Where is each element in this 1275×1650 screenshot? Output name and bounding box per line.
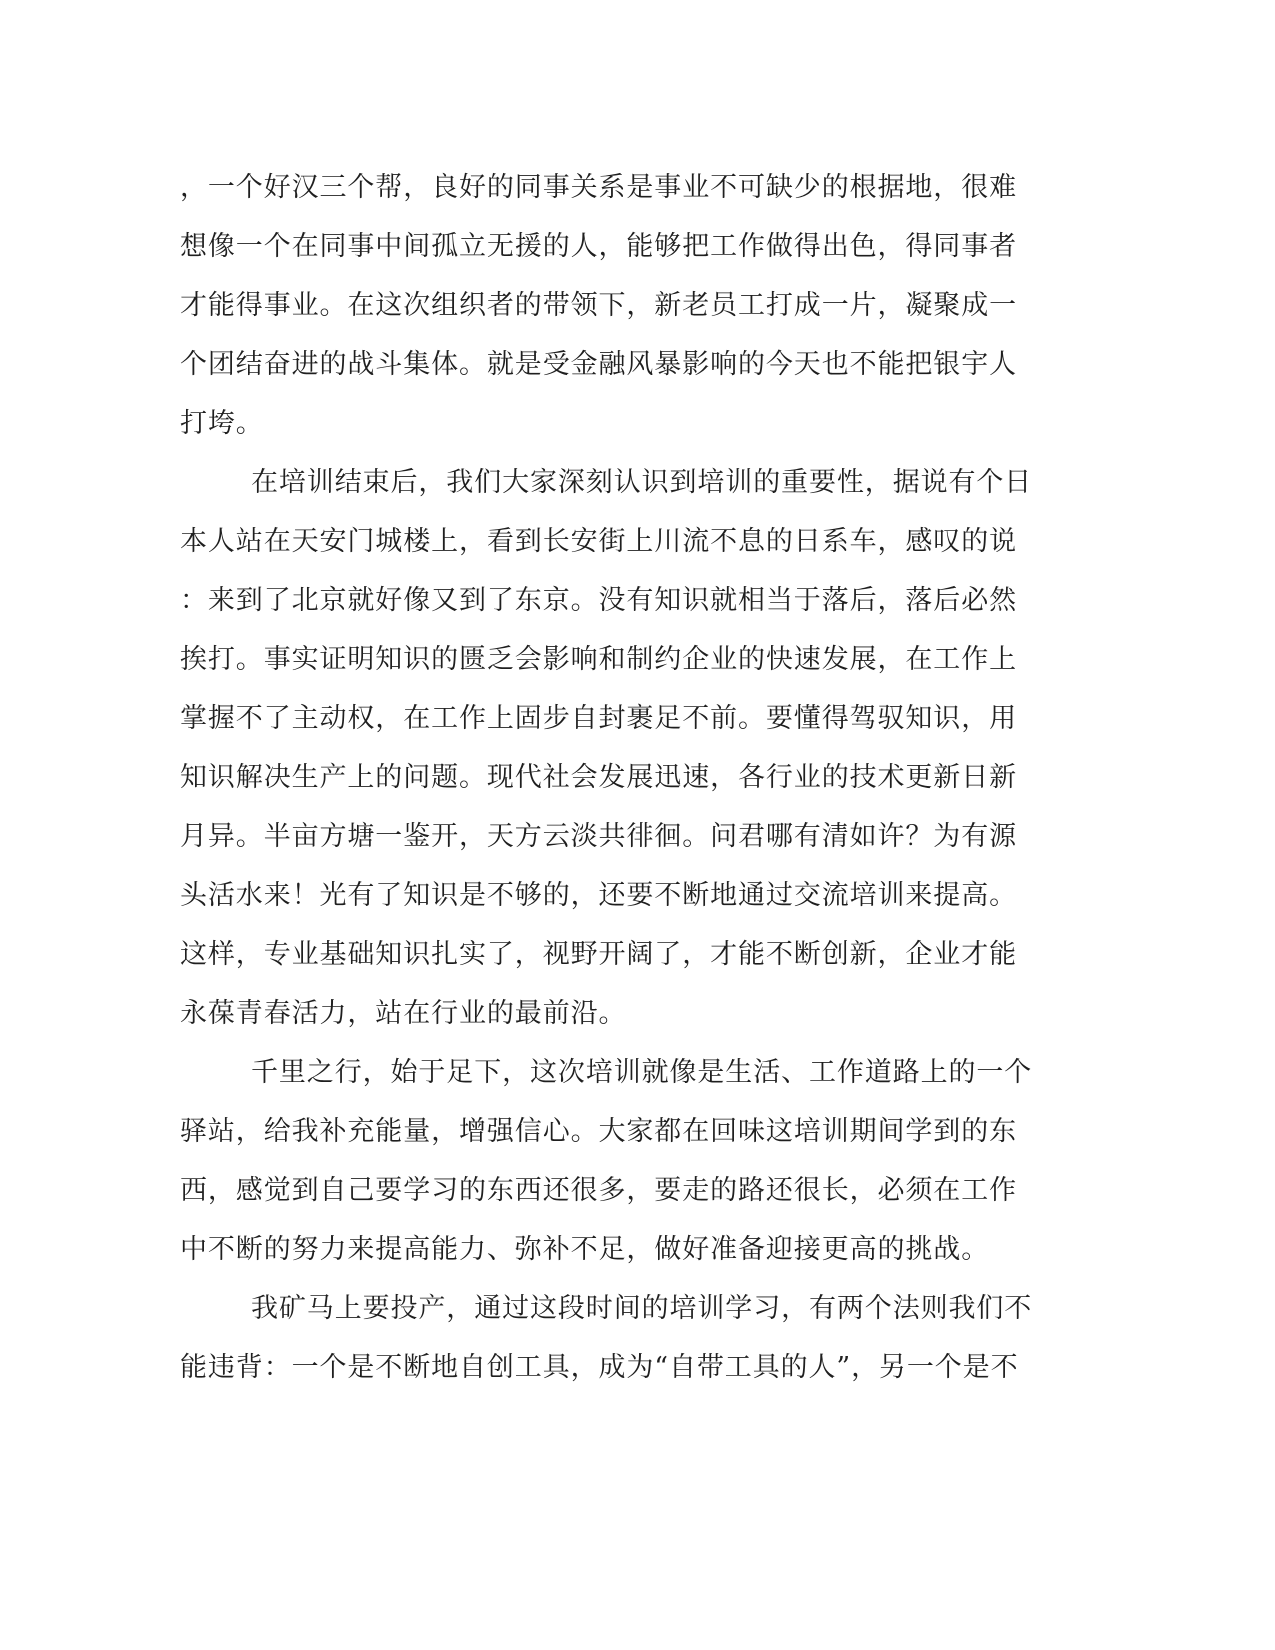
text-line: 永葆青春活力，站在行业的最前沿。 (180, 998, 627, 1029)
body-text (180, 158, 1033, 1397)
text-line: 月异。半亩方塘一鉴开，天方云淡共徘徊。问君哪有清如许？为有源 (180, 821, 1017, 852)
text-line: ：来到了北京就好像又到了东京。没有知识就相当于落后，落后必然 (180, 585, 1017, 616)
text-line: 头活水来！光有了知识是不够的，还要不断地通过交流培训来提高。 (180, 880, 1017, 911)
text-line: 千里之行，始于足下，这次培训就像是生活、工作道路上的一个 (251, 1057, 1033, 1088)
text-line: 个团结奋进的战斗集体。就是受金融风暴影响的今天也不能把银宇人 (180, 349, 1017, 380)
text-line: 才能得事业。在这次组织者的带领下，新老员工打成一片，凝聚成一 (180, 290, 1017, 321)
text-line: 知识解决生产上的问题。现代社会发展迅速，各行业的技术更新日新 (180, 762, 1017, 793)
text-line: 打垮。 (180, 408, 264, 439)
text-line: 挨打。事实证明知识的匮乏会影响和制约企业的快速发展，在工作上 (180, 644, 1017, 675)
text-line: 这样，专业基础知识扎实了，视野开阔了，才能不断创新，企业才能 (180, 939, 1017, 970)
text-line: 西，感觉到自己要学习的东西还很多，要走的路还很长，必须在工作 (180, 1175, 1017, 1206)
text-line: 想像一个在同事中间孤立无援的人，能够把工作做得出色，得同事者 (180, 231, 1017, 262)
text-line: 能违背：一个是不断地自创工具，成为“自带工具的人”，另一个是不 (180, 1352, 1019, 1383)
text-line: 驿站，给我补充能量，增强信心。大家都在回味这培训期间学到的东 (180, 1116, 1017, 1147)
text-line: 中不断的努力来提高能力、弥补不足，做好准备迎接更高的挑战。 (180, 1234, 990, 1265)
text-line: 本人站在天安门城楼上，看到长安街上川流不息的日系车，感叹的说 (180, 526, 1017, 557)
text-line: 在培训结束后，我们大家深刻认识到培训的重要性，据说有个日 (251, 467, 1033, 498)
text-line: ，一个好汉三个帮，良好的同事关系是事业不可缺少的根据地，很难 (180, 172, 1017, 203)
text-line: 我矿马上要投产，通过这段时间的培训学习，有两个法则我们不 (251, 1293, 1033, 1324)
text-line: 掌握不了主动权，在工作上固步自封裹足不前。要懂得驾驭知识，用 (180, 703, 1017, 734)
